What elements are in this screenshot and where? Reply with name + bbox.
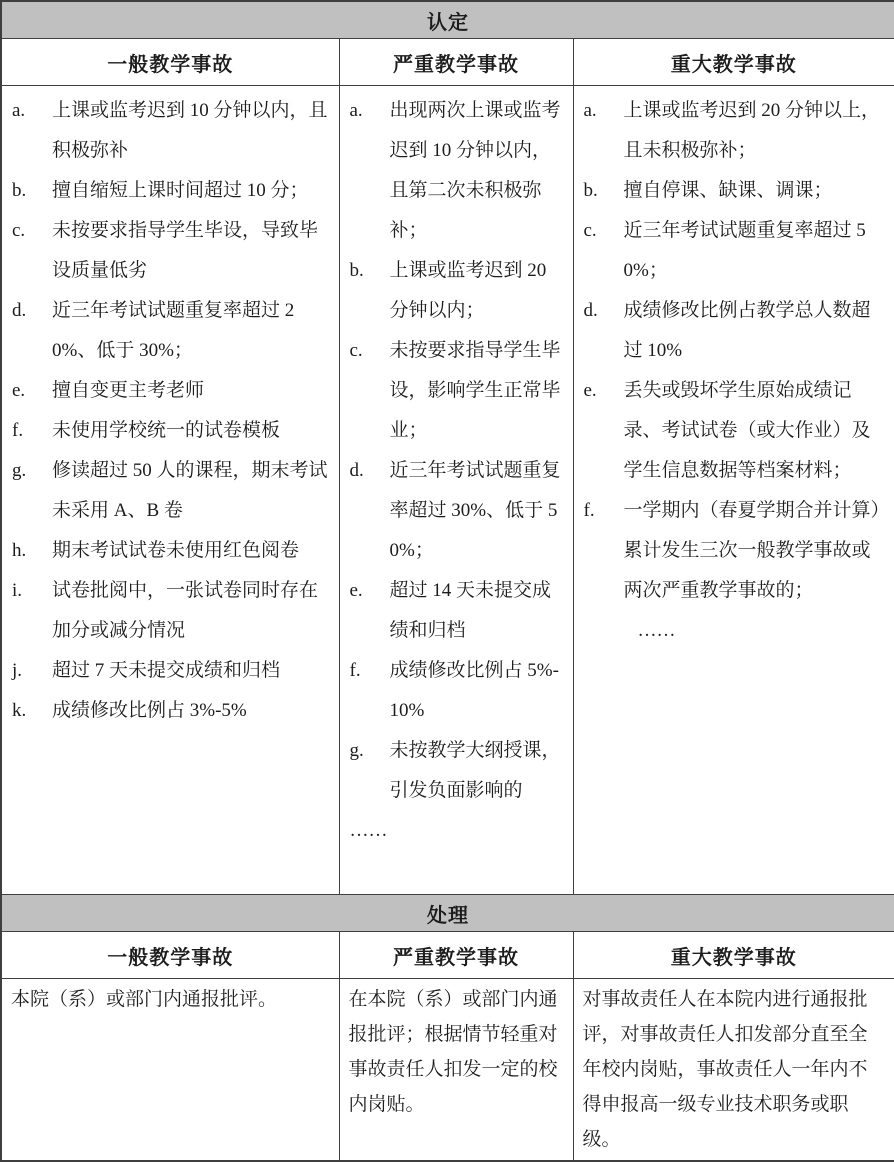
- item-text: 试卷批阅中，一张试卷同时存在加分或减分情况: [52, 580, 319, 641]
- list-item: [350, 91, 565, 251]
- handling-content-row: [1, 979, 894, 1162]
- list-item: [584, 291, 887, 371]
- item-text: 擅自缩短上课时间超过 10 分；: [52, 180, 309, 201]
- item-text: 未按教学大纲授课，引发负面影响的: [389, 740, 561, 801]
- item-text: 未使用学校统一的试卷模板: [52, 420, 281, 441]
- item-text: 一学期内（春夏学期合并计算）累计发生三次一般教学事故或两次严重教学事故的；: [623, 500, 881, 601]
- item-text: 未按要求指导学生毕设，导致毕设质量低劣: [52, 220, 319, 281]
- column-header-general: 一般教学事故: [1, 39, 339, 86]
- item-marker: a.: [349, 100, 363, 121]
- handling-section-title: 处理: [1, 895, 894, 932]
- item-text: 成绩修改比例占 5%-10%: [389, 660, 559, 721]
- item-text: 未按要求指导学生毕设，影响学生正常毕业；: [389, 340, 561, 441]
- handling-column-headers-row: [1, 932, 894, 979]
- recognition-content-row: [1, 86, 894, 895]
- list-item: [12, 211, 331, 291]
- serious-accident-list: [350, 91, 565, 811]
- list-item: [584, 171, 887, 211]
- list-item: [12, 371, 331, 411]
- item-marker: b.: [12, 180, 27, 201]
- item-marker: a.: [583, 100, 597, 121]
- item-marker: c.: [583, 220, 597, 241]
- list-item: [12, 691, 331, 731]
- item-marker: a.: [12, 100, 26, 121]
- item-text: 近三年考试试题重复率超过 30%、低于 50%；: [389, 460, 561, 561]
- item-marker: d.: [349, 460, 364, 481]
- item-text: 超过 14 天未提交成绩和归档: [389, 580, 552, 641]
- item-text: 超过 7 天未提交成绩和归档: [52, 660, 281, 681]
- item-text: 擅自变更主考老师: [52, 380, 205, 401]
- item-text: 修读超过 50 人的课程，期末考试未采用 A、B 卷: [52, 460, 328, 521]
- major-accident-list: [584, 91, 887, 611]
- item-marker: d.: [12, 300, 27, 321]
- list-item: [12, 531, 331, 571]
- recognition-section-title: 认定: [1, 1, 894, 39]
- item-text: 擅自停课、缺课、调课；: [623, 180, 833, 201]
- item-marker: f.: [583, 500, 595, 521]
- item-marker: f.: [349, 660, 361, 681]
- item-marker: b.: [583, 180, 598, 201]
- handling-cell-major: 对事故责任人在本院内进行通报批评，对事故责任人扣发部分直至全年校内岗贴，事故责任人一年内不得申报高一级专业技术职务或职级。: [573, 979, 894, 1162]
- list-item: [12, 91, 331, 171]
- recognition-band-row: [1, 1, 894, 39]
- item-text: 出现两次上课或监考迟到 10 分钟以内，且第二次未积极弥补；: [389, 100, 561, 241]
- ellipsis: ……: [349, 820, 388, 841]
- list-item: [12, 171, 331, 211]
- item-marker: c.: [349, 340, 363, 361]
- column-header-serious: 严重教学事故: [339, 932, 573, 979]
- item-text: 丢失或毁坏学生原始成绩记录、考试试卷（或大作业）及学生信息数据等档案材料；: [623, 380, 871, 481]
- general-accident-list: [12, 91, 331, 731]
- recognition-cell-serious: [339, 86, 573, 895]
- item-text: 近三年考试试题重复率超过 20%、低于 30%；: [52, 300, 295, 361]
- item-marker: h.: [12, 540, 27, 561]
- item-text: 成绩修改比例占 3%-5%: [52, 700, 247, 721]
- item-marker: i.: [12, 580, 23, 601]
- recognition-cell-major: [573, 86, 894, 895]
- column-header-major: 重大教学事故: [573, 39, 894, 86]
- item-marker: j.: [12, 660, 23, 681]
- list-item: [350, 571, 565, 651]
- item-marker: k.: [12, 700, 27, 721]
- list-item: [584, 371, 887, 491]
- list-item: [12, 451, 331, 531]
- item-marker: f.: [12, 420, 24, 441]
- item-marker: c.: [12, 220, 26, 241]
- handling-cell-serious: 在本院（系）或部门内通报批评；根据情节轻重对事故责任人扣发一定的校内岗贴。: [339, 979, 573, 1162]
- list-item: [350, 731, 565, 811]
- item-marker: d.: [583, 300, 598, 321]
- list-item: [350, 251, 565, 331]
- item-text: 上课或监考迟到 10 分钟以内，且积极弥补: [52, 100, 328, 161]
- handling-cell-general: 本院（系）或部门内通报批评。: [1, 979, 339, 1162]
- item-marker: e.: [12, 380, 26, 401]
- list-item: [350, 451, 565, 571]
- recognition-cell-general: [1, 86, 339, 895]
- item-text: 上课或监考迟到 20 分钟以内；: [389, 260, 547, 321]
- item-text: 成绩修改比例占教学总人数超过 10%: [623, 300, 871, 361]
- item-text: 上课或监考迟到 20 分钟以上，且未积极弥补；: [623, 100, 881, 161]
- handling-band-row: [1, 895, 894, 932]
- ellipsis: ……: [637, 620, 676, 641]
- item-marker: e.: [583, 380, 597, 401]
- item-marker: g.: [349, 740, 364, 761]
- column-header-serious: 严重教学事故: [339, 39, 573, 86]
- list-item: [12, 571, 331, 651]
- list-item: [350, 331, 565, 451]
- list-item: [12, 651, 331, 691]
- column-header-major: 重大教学事故: [573, 932, 894, 979]
- list-item: [12, 411, 331, 451]
- recognition-column-headers-row: [1, 39, 894, 86]
- list-item: [350, 651, 565, 731]
- item-text: 近三年考试试题重复率超过 50%；: [623, 220, 866, 281]
- item-marker: b.: [349, 260, 364, 281]
- item-text: 期末考试试卷未使用红色阅卷: [52, 540, 300, 561]
- list-item: [12, 291, 331, 371]
- item-marker: g.: [12, 460, 27, 481]
- column-header-general: 一般教学事故: [1, 932, 339, 979]
- list-item: [584, 91, 887, 171]
- item-marker: e.: [349, 580, 363, 601]
- list-item: [584, 211, 887, 291]
- list-item: [584, 491, 887, 611]
